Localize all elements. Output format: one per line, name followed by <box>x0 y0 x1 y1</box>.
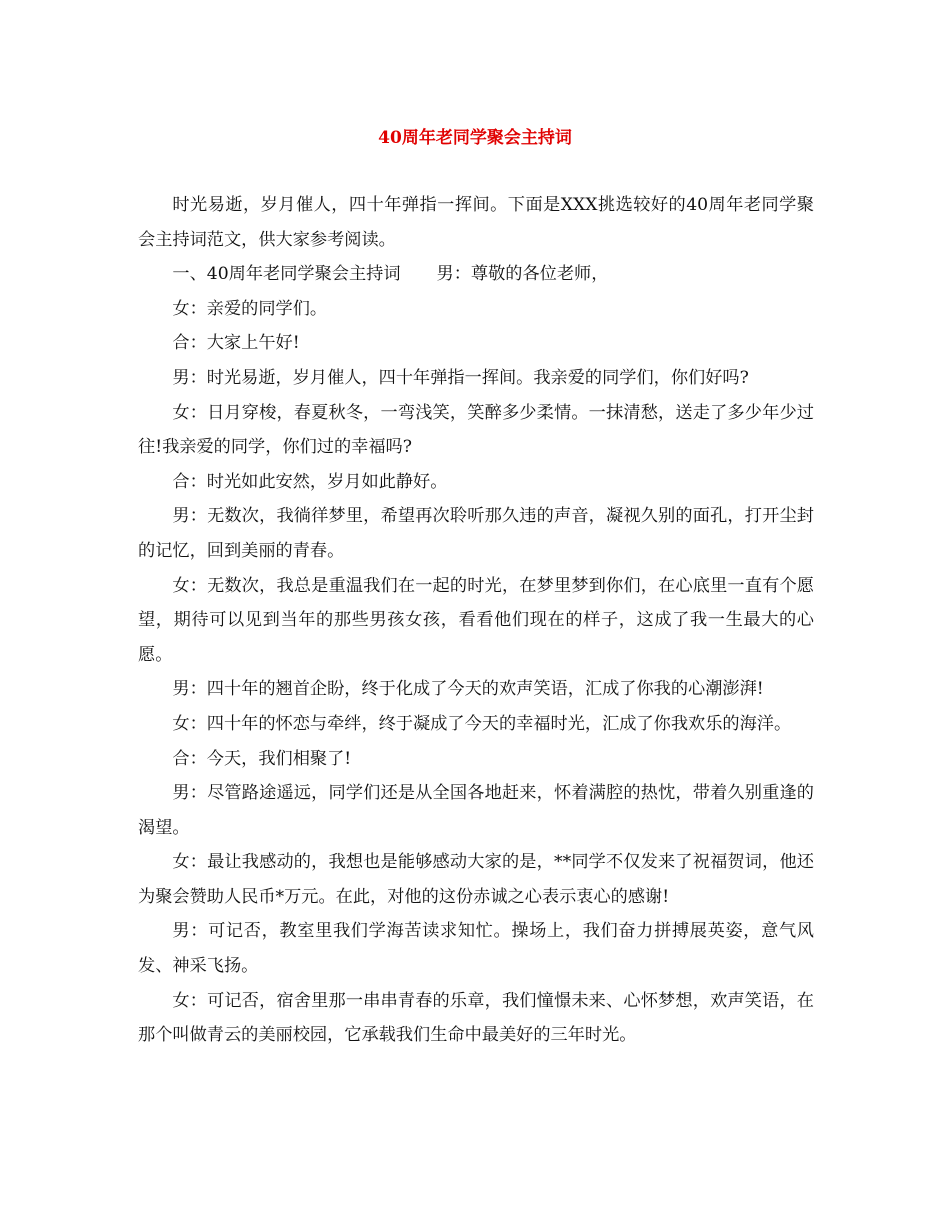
dialogue-paragraph: 男：尽管路途遥远，同学们还是从全国各地赶来，怀着满腔的热忱，带着久别重逢的渴望。 <box>138 783 814 838</box>
dialogue-paragraph: 男：可记否，教室里我们学海苦读求知忙。操场上，我们奋力拼搏展英姿，意气风发、神采飞扬。 <box>138 921 814 977</box>
section-heading: 一、40周年老同学聚会主持词 <box>172 264 401 285</box>
dialogue-paragraph: 男：无数次，我徜徉梦里，希望再次聆听那久违的声音，凝视久别的面孔，打开尘封的记忆，回到美丽的青春。 <box>138 506 814 561</box>
dialogue-paragraph: 男：四十年的翘首企盼，终于化成了今天的欢声笑语，汇成了你我的心潮澎湃! <box>172 679 764 700</box>
dialogue-paragraph: 男：时光易逝，岁月催人，四十年弹指一挥间。我亲爱的同学们，你们好吗? <box>172 367 749 388</box>
dialogue-paragraph: 女：日月穿梭，春夏秋冬，一弯浅笑，笑醉多少柔情。一抹清愁，送走了多少年少过往!我亲爱的同学，你们过的幸福吗? <box>138 402 814 458</box>
dialogue-paragraph: 合：大家上午好! <box>172 333 300 354</box>
dialogue-paragraph: 女：无数次，我总是重温我们在一起的时光，在梦里梦到你们，在心底里一直有个愿望，期待可以见到当年的那些男孩女孩，看看他们现在的样子，这成了我一生最大的心愿。 <box>138 575 814 665</box>
dialogue-paragraph: 女：最让我感动的，我想也是能够感动大家的是，**同学不仅发来了祝福贺词，他还为聚会赞助人民币*万元。在此，对他的这份赤诚之心表示衷心的感谢! <box>138 852 814 907</box>
dialogue-paragraph: 合：时光如此安然，岁月如此静好。 <box>172 471 448 492</box>
dialogue-paragraph: 女：四十年的怀恋与牵绊，终于凝成了今天的幸福时光，汇成了你我欢乐的海洋。 <box>172 713 792 734</box>
dialogue-paragraph: 女：亲爱的同学们。 <box>172 298 328 319</box>
dialogue-paragraph: 合：今天，我们相聚了! <box>172 748 352 769</box>
intro-paragraph: 时光易逝，岁月催人，四十年弹指一挥间。下面是XXX挑选较好的40周年老同学聚会主持词范文，供大家参考阅读。 <box>138 195 814 250</box>
document-title: 40周年老同学聚会主持词 <box>378 128 572 148</box>
dialogue-paragraph: 女：可记否，宿舍里那一串串青春的乐章，我们憧憬未来、心怀梦想，欢声笑语，在那个叫做青云的美丽校园，它承载我们生命中最美好的三年时光。 <box>138 990 814 1046</box>
opening-line: 男：尊敬的各位老师， <box>436 264 609 285</box>
section-heading-line <box>138 257 814 292</box>
document-body <box>138 188 814 1053</box>
